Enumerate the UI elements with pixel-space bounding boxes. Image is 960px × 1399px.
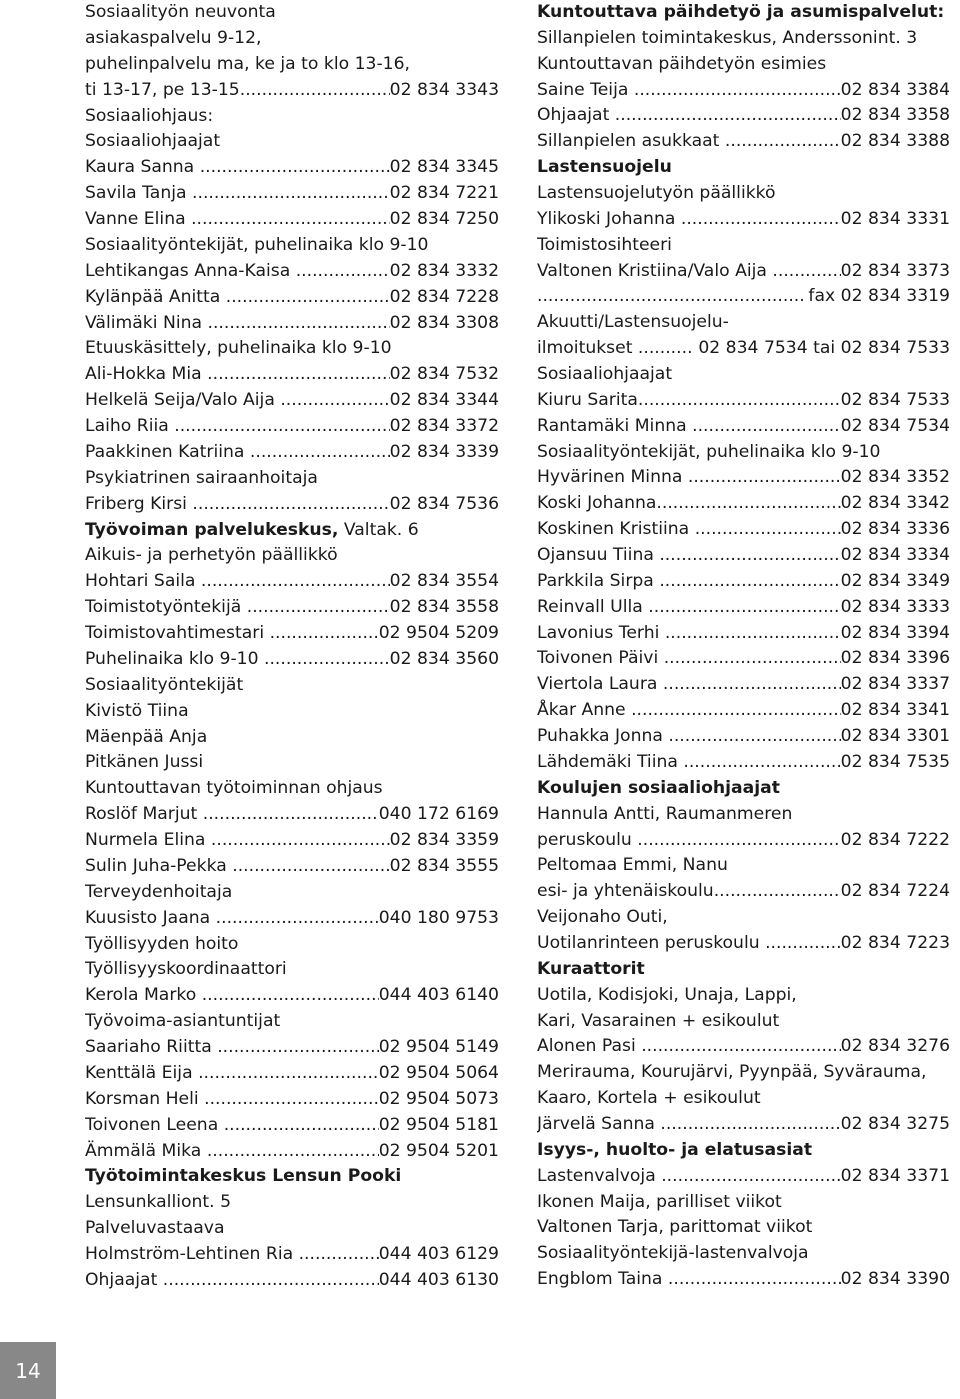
directory-entry [537,724,950,750]
directory-entry [537,259,950,285]
text-line: Sosiaaliohjaajat [85,131,221,152]
entry-name: Toimistovahtimestari [85,623,270,643]
dot-leader [765,931,841,957]
entry-phone: 02 9504 5181 [378,1114,499,1135]
directory-entry [85,207,499,233]
entry-phone: 02 834 3276 [840,1036,950,1057]
directory-entry [85,828,499,854]
dot-leader [240,78,390,104]
section-heading: Lastensuojelu [537,157,672,178]
dot-leader [207,1139,379,1165]
entry-name: ti 13-17, pe 13-15 [85,79,240,100]
entry-name: Puhelinaika klo 9-10 [85,648,264,669]
entry-name: Toivonen Päivi [537,648,664,669]
entry-name: Puhakka Jonna [537,726,669,747]
entry-phone: 040 172 6169 [378,804,499,825]
entry-phone: 02 834 3343 [389,79,499,100]
directory-entry [537,284,950,310]
entry-phone: 044 403 6130 [378,1269,499,1290]
directory-entry [85,155,499,181]
text-line: Kuntouttavan päihdetyön esimies [537,53,827,74]
directory-entry [537,569,950,595]
text-line: Kuntouttavan työtoiminnan ohjaus [85,778,383,799]
text-line: Hannula Antti, Raumanmeren [537,803,793,824]
entry-name: Koskinen Kristiina [537,519,695,540]
entry-phone: 02 834 3372 [389,416,499,436]
entry-name: Holmström-Lehtinen Ria [85,1244,299,1264]
entry-phone: 02 834 7534 [840,415,950,436]
dot-leader [216,906,379,932]
entry-name: Saariaho Riitta [85,1037,218,1057]
section-heading: Kuraattorit [537,958,645,979]
entry-phone: 02 834 3373 [840,260,950,281]
dot-leader [247,595,390,621]
text-line: Merirauma, Kourujärvi, Pyynpää, Syvärauma, [537,1062,927,1083]
text-line: Peltomaa Emmi, Nanu [537,855,728,876]
entry-phone: 02 834 3308 [389,312,499,333]
dot-leader [211,828,390,854]
dot-leader [692,414,841,440]
section-heading-bold: Työvoiman palvelukeskus, [85,519,339,540]
directory-entry [85,311,499,337]
text-line: Sosiaalityöntekijät, puhelinaika klo 9-10 [537,441,881,462]
dot-leader [224,1113,379,1139]
entry-phone: 02 834 3359 [389,830,499,850]
entry-phone: 02 9504 5149 [378,1037,499,1057]
directory-entry [537,207,950,233]
entry-name: Uotilanrinteen peruskoulu [537,932,766,953]
entry-phone: 02 834 3349 [840,570,950,591]
entry-name: Alonen Pasi [537,1036,642,1057]
entry-name: Saine Teija [537,79,634,100]
dot-leader [637,828,840,854]
dot-leader [656,491,840,517]
entry-name: Lehtikangas Anna-Kaisa [85,260,296,281]
directory-entry [85,1113,499,1139]
directory-entry [85,1087,499,1113]
directory-entry [85,181,499,207]
entry-phone: 02 834 7536 [389,493,499,514]
dot-leader [207,362,390,388]
dot-leader [668,1267,841,1293]
directory-entry [537,543,950,569]
directory-entry [537,491,950,517]
entry-name: Hohtari Saila [85,571,201,592]
text-line: Lensunkalliont. 5 [85,1192,232,1213]
directory-entry [537,1112,950,1138]
dot-leader [665,621,841,647]
entry-phone: 02 834 3339 [389,441,499,462]
section-heading: Koulujen sosiaaliohjaajat [537,777,780,798]
text-line: Kaaro, Kortela + esikoulut [537,1088,761,1109]
directory-entry [85,1061,499,1087]
entry-name: Kenttälä Eija [85,1062,199,1083]
entry-name: Rantamäki Minna [537,415,693,436]
entry-name: Roslöf Marjut [85,804,203,825]
left-column [85,0,499,1294]
entry-name: Koski Johanna [537,493,657,514]
directory-entry [85,1242,499,1268]
dot-leader [208,311,390,337]
entry-phone: 02 834 3342 [840,493,950,514]
dot-leader [668,724,840,750]
entry-name: Lavonius Terhi [537,622,665,643]
dot-leader [688,465,841,491]
page-number-box [0,1342,56,1399]
entry-phone: 02 834 7221 [389,183,499,204]
entry-phone: 02 834 3358 [840,105,950,126]
entry-phone: 02 9504 5064 [378,1062,499,1083]
directory-entry [85,1268,499,1294]
text-line: Sillanpielen toimintakeskus, Anderssonint. 3 [537,27,918,48]
dot-leader [725,129,841,155]
entry-phone: 040 180 9753 [378,907,499,928]
entry-name: Ohjaajat [537,105,615,126]
text-line: Valtonen Tarja, parittomat viikot [537,1217,813,1238]
entry-phone: 02 834 3334 [840,545,950,566]
directory-entry [537,646,950,672]
dot-leader [537,284,803,310]
text-line: Kivistö Tiina [85,700,189,721]
dot-leader [664,646,841,672]
entry-phone: 02 9504 5209 [378,623,499,643]
section-heading-with-address [85,518,499,544]
text-line: puhelinpalvelu ma, ke ja to klo 13-16, [85,53,410,74]
entry-phone: 02 834 7532 [389,364,499,385]
entry-name: Järvelä Sanna [537,1113,661,1134]
entry-name: peruskoulu [537,829,638,850]
dot-leader [198,1061,379,1087]
entry-phone: 02 834 3336 [840,519,950,540]
entry-phone: 02 834 3331 [840,208,950,229]
entry-name: Åkar Anne [537,700,632,721]
dot-leader [217,1035,379,1061]
entry-name: ilmoitukset [537,338,638,359]
dot-leader [631,698,841,724]
dot-leader [663,672,841,698]
text-line: Sosiaalityöntekijät [85,674,244,695]
entry-phone: 02 834 7534 tai 02 834 7533 [692,338,950,359]
entry-phone: 02 834 3388 [840,131,950,152]
directory-entry [85,1035,499,1061]
text-line: Etuuskäsittely, puhelinaika klo 9-10 [85,338,392,359]
text-line: Sosiaalityön neuvonta [85,2,276,22]
entry-name: Ohjaajat [85,1269,163,1290]
entry-name: Ämmälä Mika [85,1140,207,1161]
entry-name: Kerola Marko [85,985,202,1006]
entry-phone: 02 834 7250 [389,209,499,229]
entry-phone: 02 9504 5201 [378,1140,499,1161]
dot-leader [714,879,841,905]
entry-phone: 02 834 3341 [840,700,950,721]
text-line: Psykiatrinen sairaanhoitaja [85,467,318,488]
text-line: Aikuis- ja perhetyön päällikkö [85,545,338,566]
section-heading: Isyys-, huolto- ja elatusasiat [537,1139,813,1160]
entry-name: Ylikoski Johanna [537,208,681,229]
dot-leader [191,207,390,233]
dot-leader [163,1268,379,1294]
dot-leader [661,1164,840,1190]
dot-leader [683,750,840,776]
directory-entry [85,362,499,388]
entry-name: Viertola Laura [537,674,663,695]
entry-name: Kiuru Sarita [537,389,638,410]
dot-leader [203,802,379,828]
text-line: Työvoima-asiantuntijat [85,1011,281,1032]
right-column [537,0,950,1293]
directory-entry [85,78,499,104]
dot-leader [192,492,389,518]
entry-phone: 02 834 3396 [840,648,950,669]
dot-leader [659,569,840,595]
text-line: Sosiaalityöntekijät, puhelinaika klo 9-10 [85,234,429,255]
directory-entry [85,983,499,1009]
entry-phone: 02 834 3555 [389,855,499,876]
directory-entry [85,1139,499,1165]
directory-entry [85,595,499,621]
text-line: Lastensuojelutyön päällikkö [537,183,776,204]
section-address: Valtak. 6 [338,519,419,540]
entry-name: Kylänpää Anitta [85,286,226,307]
entry-name: Kuusisto Jaana [85,907,216,928]
section-heading: Työtoimintakeskus Lensun Pooki [85,1166,402,1187]
entry-phone: 02 834 7535 [840,751,950,772]
dot-leader [638,388,841,414]
entry-name: Hyvärinen Minna [537,467,688,488]
directory-entry [537,595,950,621]
text-line: Työllisyyden hoito [85,933,239,954]
entry-name: Välimäki Nina [85,312,208,333]
text-line: Sosiaaliohjaajat [537,364,673,385]
directory-entry [537,414,950,440]
entry-phone: 02 834 3337 [840,674,950,695]
entry-phone: 02 834 3560 [389,648,499,669]
dot-leader [648,595,840,621]
entry-phone: 02 834 7228 [389,286,499,307]
text-line: Mäenpää Anja [85,726,208,747]
text-line: Palveluvastaava [85,1218,225,1239]
entry-phone: 02 834 3558 [389,597,499,618]
dot-leader [772,259,840,285]
directory-entry [537,388,950,414]
dot-leader [174,414,389,440]
directory-entry [537,103,950,129]
directory-entry [85,802,499,828]
directory-entry [85,388,499,414]
entry-name: Reinvall Ulla [537,596,649,617]
directory-entry [85,569,499,595]
section-heading: Kuntouttava päihdetyö ja asumispalvelut: [537,2,945,22]
entry-name: Toivonen Leena [85,1114,224,1135]
entry-name: Vanne Elina [85,209,192,229]
directory-entry [537,336,950,362]
entry-name: Helkelä Seija/Valo Aija [85,390,281,411]
text-line: Sosiaalityöntekijä-lastenvalvoja [537,1243,809,1264]
entry-phone: 02 834 3394 [840,622,950,643]
entry-phone: 02 834 3301 [840,726,950,747]
dot-leader [270,621,379,647]
entry-phone: 02 834 3344 [389,390,499,411]
text-line: Ikonen Maija, parilliset viikot [537,1191,782,1212]
entry-name: Lähdemäki Tiina [537,751,684,772]
entry-phone: 02 9504 5073 [378,1088,499,1109]
entry-phone: 02 834 3390 [840,1269,950,1290]
entry-name: Ali-Hokka Mia [85,364,208,385]
directory-entry [85,259,499,285]
entry-phone: 044 403 6129 [378,1244,499,1264]
entry-name: Kaura Sanna [85,157,200,178]
directory-entry [85,414,499,440]
text-line: Työllisyyskoordinaattori [85,959,287,980]
entry-phone: 044 403 6140 [378,985,499,1006]
entry-phone: 02 834 3371 [840,1165,950,1186]
directory-entry [537,698,950,724]
directory-entry [537,465,950,491]
entry-name: Savila Tanja [85,183,193,204]
dot-leader [299,1242,379,1268]
directory-entry [85,440,499,466]
entry-phone: 02 834 3352 [840,467,950,488]
dot-leader [250,440,390,466]
text-line: Terveydenhoitaja [85,881,233,902]
entry-phone: 02 834 3332 [389,260,499,281]
dot-leader [634,78,841,104]
entry-phone: 02 834 7533 [840,389,950,410]
directory-entry [537,129,950,155]
entry-phone: fax 02 834 3319 [802,286,950,307]
entry-phone: 02 834 3384 [840,79,950,100]
directory-entry [537,672,950,698]
directory-entry [85,621,499,647]
text-line: Uotila, Kodisjoki, Unaja, Lappi, [537,984,797,1005]
entry-name: Toimistotyöntekijä [85,597,247,618]
text-line: Akuutti/Lastensuojelu- [537,312,729,333]
entry-name: Laiho Riia [85,416,175,436]
dot-leader [660,1112,840,1138]
dot-leader [296,259,390,285]
directory-entry [537,750,950,776]
dot-leader [280,388,389,414]
dot-leader [695,517,841,543]
directory-entry [85,906,499,932]
entry-name: Engblom Taina [537,1269,668,1290]
directory-entry [537,1164,950,1190]
dot-leader [200,155,390,181]
text-line: Toimistosihteeri [537,234,672,255]
directory-entry [537,1267,950,1293]
directory-entry [537,879,950,905]
directory-entry [537,78,950,104]
entry-phone: 02 834 3275 [840,1113,950,1134]
entry-phone: 02 834 3333 [840,596,950,617]
entry-phone: 02 834 7224 [840,881,950,902]
directory-entry [85,492,499,518]
text-line: asiakaspalvelu 9-12, [85,27,262,48]
page-number: 14 [15,1358,41,1383]
dot-leader [659,543,840,569]
directory-entry [537,828,950,854]
directory-entry [85,854,499,880]
text-line: Veijonaho Outi, [537,907,668,928]
entry-phone: 02 834 7222 [840,829,950,850]
entry-name: Valtonen Kristiina/Valo Aija [537,260,773,281]
dot-leader [226,285,390,311]
dot-leader [638,336,693,362]
entry-phone: 02 834 7223 [840,932,950,953]
entry-name: Korsman Heli [85,1088,205,1109]
entry-name: Sillanpielen asukkaat [537,131,725,152]
directory-entry [537,1034,950,1060]
dot-leader [681,207,841,233]
dot-leader [264,647,390,673]
entry-name: Ojansuu Tiina [537,545,660,566]
text-line: Kari, Vasarainen + esikoulut [537,1010,780,1031]
dot-leader [192,181,390,207]
directory-entry [537,931,950,957]
directory-entry [85,647,499,673]
entry-name: Parkkila Sirpa [537,570,660,591]
entry-name: esi- ja yhtenäiskoulu [537,881,714,902]
dot-leader [615,103,841,129]
entry-name: Sulin Juha-Pekka [85,855,233,876]
directory-entry [85,285,499,311]
text-line: Pitkänen Jussi [85,752,204,773]
dot-leader [204,1087,379,1113]
directory-entry [537,621,950,647]
dot-leader [232,854,389,880]
entry-name: Paakkinen Katriina [85,441,250,462]
entry-name: Nurmela Elina [85,830,211,850]
entry-name: Friberg Kirsi [85,493,193,514]
dot-leader [202,983,379,1009]
dot-leader [201,569,390,595]
entry-phone: 02 834 3345 [389,157,499,178]
dot-leader [641,1034,840,1060]
text-line: Sosiaaliohjaus: [85,105,214,126]
directory-entry [537,517,950,543]
entry-phone: 02 834 3554 [389,571,499,592]
entry-name: Lastenvalvoja [537,1165,662,1186]
